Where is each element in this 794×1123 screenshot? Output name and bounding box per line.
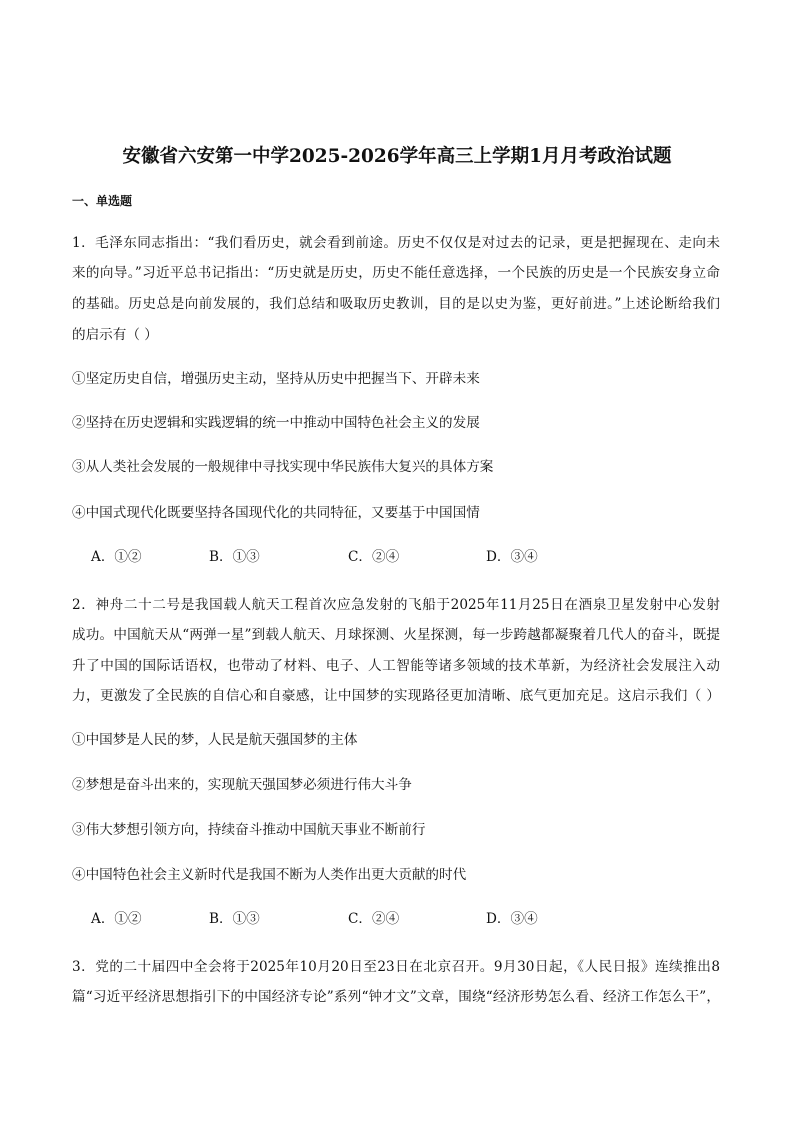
question-2-line-3: 升了中国的国际话语权，也带动了材料、电子、人工智能等诸多领域的技术革新，为经济社会发展注入动 — [72, 658, 720, 674]
option-a[interactable]: A．①② — [91, 549, 142, 565]
option-c[interactable]: C．②④ — [348, 549, 400, 565]
question-2-line-4: 力，更激发了全民族的自信心和自豪感，让中国梦的实现路径更加清晰、底气更加充足。这启示我们（ ） — [72, 688, 720, 704]
question-1-line-1: 1．毛泽东同志指出：“我们看历史，就会看到前途。历史不仅仅是对过去的记录，更是把握现在、走向未 — [72, 235, 720, 251]
option-c[interactable]: C．②④ — [348, 911, 400, 927]
question-1-line-4: 的启示有（ ） — [72, 327, 158, 343]
section-heading: 一、单选题 — [72, 194, 133, 208]
option-d[interactable]: D．③④ — [486, 549, 538, 565]
question-1-statement-1: ①坚定历史自信，增强历史主动，坚持从历史中把握当下、开辟未来 — [72, 371, 480, 387]
option-a[interactable]: A．①② — [91, 911, 142, 927]
question-2-statement-3: ③伟大梦想引领方向，持续奋斗推动中国航天事业不断前行 — [72, 822, 426, 838]
question-2-statement-1: ①中国梦是人民的梦，人民是航天强国梦的主体 — [72, 732, 358, 748]
question-1-statement-3: ③从人类社会发展的一般规律中寻找实现中华民族伟大复兴的具体方案 — [72, 459, 494, 475]
question-2-line-1: 2．神舟二十二号是我国载人航天工程首次应急发射的飞船于2025年11月25日在酒泉卫星发射中心发射 — [72, 597, 720, 613]
option-b[interactable]: B．①③ — [209, 911, 260, 927]
question-3-line-2: 篇“习近平经济思想指引下的中国经济专论”系列“钟才文”文章，围绕“经济形势怎么看、经济工作怎么干”， — [72, 989, 720, 1005]
option-b[interactable]: B．①③ — [209, 549, 260, 565]
question-1-statement-4: ④中国式现代化既要坚持各国现代化的共同特征，又要基于中国国情 — [72, 505, 480, 521]
exam-title: 安徽省六安第一中学2025-2026学年高三上学期1月月考政治试题 — [122, 146, 672, 167]
question-1-line-3: 的基础。历史总是向前发展的，我们总结和吸取历史教训，目的是以史为鉴，更好前进。”上述论断给我们 — [72, 296, 720, 312]
question-1-statement-2: ②坚持在历史逻辑和实践逻辑的统一中推动中国特色社会主义的发展 — [72, 415, 480, 431]
question-1-line-2: 来的向导。”习近平总书记指出：“历史就是历史，历史不能任意选择，一个民族的历史是一个民族安身立命 — [72, 265, 720, 281]
question-2-statement-4: ④中国特色社会主义新时代是我国不断为人类作出更大贡献的时代 — [72, 867, 467, 883]
question-2-statement-2: ②梦想是奋斗出来的，实现航天强国梦必须进行伟大斗争 — [72, 777, 412, 793]
question-2-line-2: 成功。中国航天从“两弹一星”到载人航天、月球探测、火星探测，每一步跨越都凝聚着几代人的奋斗，既提 — [72, 627, 720, 643]
option-d[interactable]: D．③④ — [486, 911, 538, 927]
question-3-line-1: 3．党的二十届四中全会将于2025年10月20日至23日在北京召开。9月30日起，《人民日报》连续推出8 — [72, 959, 720, 975]
